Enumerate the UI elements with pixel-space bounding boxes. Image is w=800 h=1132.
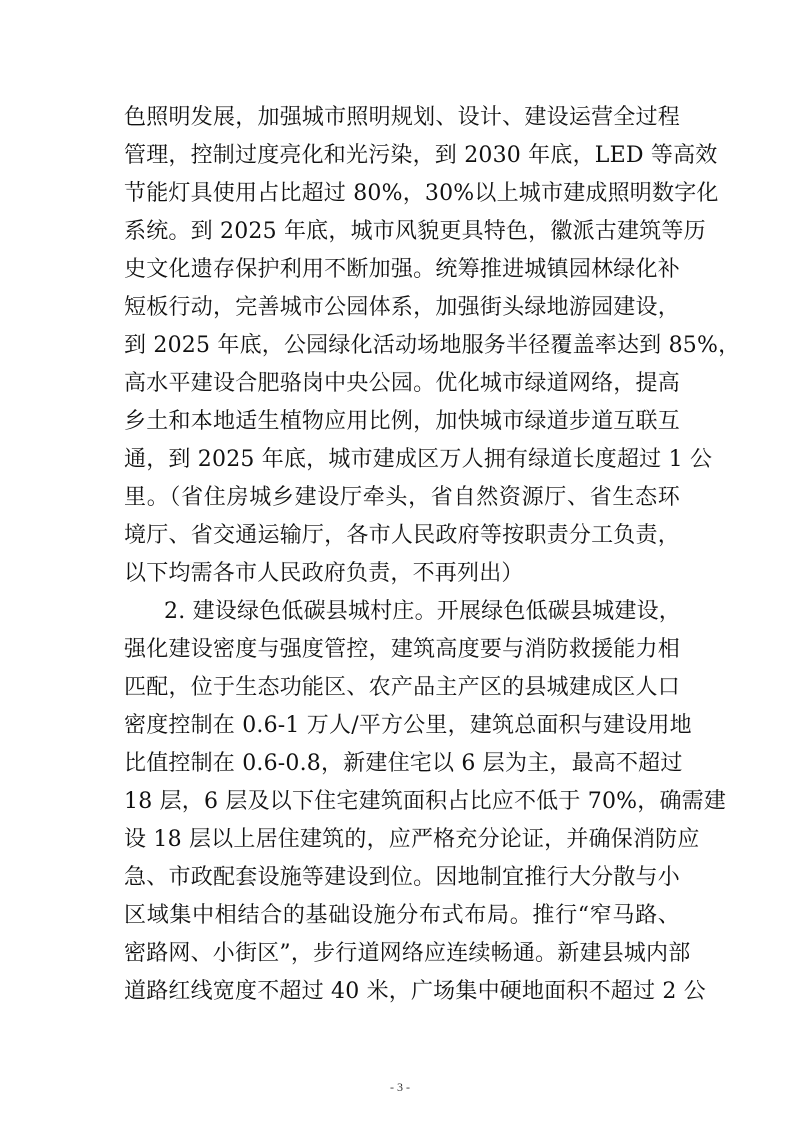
text-line: 密路网、小街区”，步行道网络应连续畅通。新建县城内部 — [124, 941, 691, 966]
text-line: 通，到 2025 年底，城市建成区万人拥有绿道长度超过 1 公 — [124, 447, 713, 472]
text-line: 史文化遗存保护利用不断加强。统筹推进城镇园林绿化补 — [124, 257, 680, 282]
text-line: 到 2025 年底，公园绿化活动场地服务半径覆盖率达到 85%， — [124, 333, 741, 358]
text-line: 道路红线宽度不超过 40 米，广场集中硬地面积不超过 2 公 — [124, 979, 706, 1004]
text-line: 以下均需各市人民政府负责，不再列出） — [124, 561, 524, 586]
text-line: 境厅、省交通运输厅，各市人民政府等按职责分工负责， — [124, 523, 680, 548]
text-line: 区域集中相结合的基础设施分布式布局。推行“窄马路、 — [124, 903, 680, 928]
text-line: 强化建设密度与强度管控，建筑高度要与消防救援能力相 — [124, 637, 680, 662]
text-line: 系统。到 2025 年底，城市风貌更具特色，徽派古建筑等历 — [124, 219, 706, 244]
text-line: 急、市政配套设施等建设到位。因地制宜推行大分散与小 — [124, 865, 680, 890]
page-number: - 3 - — [390, 1080, 410, 1094]
text-line: 色照明发展，加强城市照明规划、设计、建设运营全过程 — [124, 105, 680, 130]
text-line: 乡土和本地适生植物应用比例，加快城市绿道步道互联互 — [124, 409, 680, 434]
text-line: 短板行动，完善城市公园体系，加强街头绿地游园建设， — [124, 295, 680, 320]
text-line: 18 层，6 层及以下住宅建筑面积占比应不低于 70%，确需建 — [124, 789, 727, 814]
paragraph-first-line: 2. 建设绿色低碳县城村庄。开展绿色低碳县城建设， — [164, 599, 681, 624]
text-line: 高水平建设合肥骆岗中央公园。优化城市绿道网络，提高 — [124, 371, 680, 396]
text-line: 里。（省住房城乡建设厅牵头，省自然资源厅、省生态环 — [124, 485, 680, 510]
text-line: 节能灯具使用占比超过 80%，30%以上城市建成照明数字化 — [124, 181, 719, 206]
text-line: 密度控制在 0.6-1 万人/平方公里，建筑总面积与建设用地 — [124, 713, 692, 738]
text-line: 匹配，位于生态功能区、农产品主产区的县城建成区人口 — [124, 675, 680, 700]
text-line: 管理，控制过度亮化和光污染，到 2030 年底，LED 等高效 — [124, 143, 718, 168]
text-line: 设 18 层以上居住建筑的，应严格充分论证，并确保消防应 — [124, 827, 700, 852]
text-line: 比值控制在 0.6-0.8，新建住宅以 6 层为主，最高不超过 — [124, 751, 683, 776]
